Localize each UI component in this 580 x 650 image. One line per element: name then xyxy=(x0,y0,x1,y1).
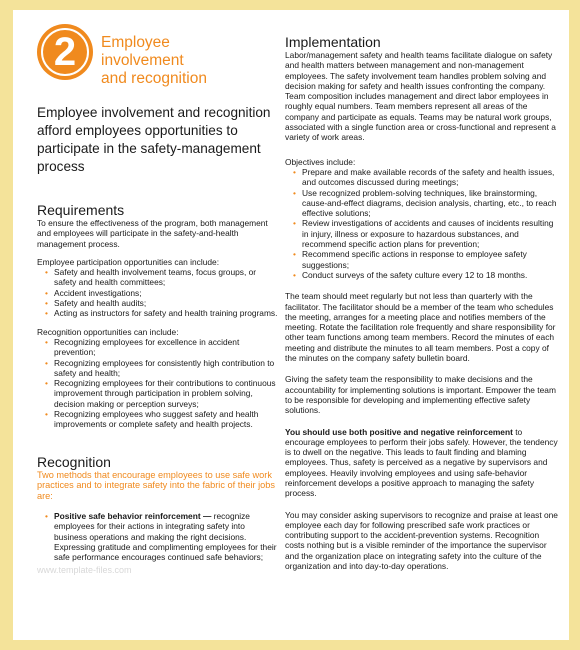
list-item: • Accident investigations; xyxy=(54,288,280,298)
list-item: • Recommend specific actions in response to employee safety suggestions; xyxy=(302,249,561,270)
list-item: • Recognizing employees for excellence in accident prevention; xyxy=(54,337,280,358)
participation-intro: Employee participation opportunities can include: xyxy=(37,256,220,267)
list-item: • Recognizing employees for their contributions to continuous improvement through participation in problem solving, decision making or perception surveys; xyxy=(54,378,280,409)
objectives-intro: Objectives include: xyxy=(285,156,356,167)
section-number-badge xyxy=(37,24,93,80)
implementation-paragraph-5: You may consider asking supervisors to recognize and praise at least one employee each day for following prescribed safe work practices or contributing support to the accident-prevention systems. Recognition costs nothing but is a visible reminder of the importance the supervisor and the organization place on integrating safety into the culture of the organization and into day-to-day operations. xyxy=(285,509,558,572)
list-item: • Safety and health involvement teams, focus groups, or safety and health committees; xyxy=(54,267,280,288)
section-title: Employee involvement and recognition xyxy=(101,34,207,87)
implementation-paragraph-3: Giving the safety team the responsibility to make decisions and the accountability for implementing solutions is important. Empower the team to be responsible for developing and implementing effective safety solutions. xyxy=(285,374,556,416)
left-column xyxy=(37,24,280,575)
requirements-intro: To ensure the effectiveness of the program, both management and employees will participate in the safety-and-health management process. xyxy=(37,218,268,249)
recognition-intro: Two methods that encourage employees to use safe work practices and to integrate safety into the fabric of their jobs are: xyxy=(37,469,275,502)
list-item xyxy=(54,511,280,562)
list-item: • Use recognized problem-solving techniques, like brainstorming, cause-and-effect diagrams, decision analysis, charting, etc., to reach effective solutions; xyxy=(302,188,561,219)
list-item: • Safety and health audits; xyxy=(54,298,280,308)
paragraph-bold-lead: You should use both positive and negative reinforcement xyxy=(285,426,513,437)
recognition-methods-list xyxy=(37,511,280,562)
section-number: 2 xyxy=(53,30,77,74)
item-bold-lead: Positive safe behavior reinforcement — xyxy=(54,511,212,522)
implementation-paragraph-1: Labor/management safety and health teams facilitate dialogue on safety and health matters between management and non-management employees. The safety involvement team handles problem solving and decision making for safety and health issues confronting the company. Team composition includes management and direct labor employees in roughly equal numbers. Team members represent all areas of the company and participate as equals. Teams may be natural work groups, associated with a single function area or cross-functional and represent a variety of work areas. xyxy=(285,50,556,143)
participation-list xyxy=(37,267,280,318)
section-header xyxy=(37,24,280,92)
implementation-heading: Implementation xyxy=(285,34,381,50)
paragraph-text: to encourage employees to perform their jobs safely. However, the tendency is to dwell on the negative. This leads to fault finding and blaming employees. Thus, safety is perceived as a negative by supervisors and employees. Heavily involving employees and using safe-behavior reinforcement develops a positive approach to managing the safety process. xyxy=(285,426,558,499)
list-item: • Recognizing employees who suggest safety and health improvements or complete safety and health projects. xyxy=(54,409,280,430)
objectives-list xyxy=(285,167,561,280)
recognition-opportunities-intro: Recognition opportunities can include: xyxy=(37,326,179,337)
recognition-opportunities-list xyxy=(37,337,280,430)
item-text: recognize employees for their actions in integrating safety into business operations and making the right decisions. Expressing gratitude and complimenting employees for their safe performance encourages continued safe behaviors; xyxy=(54,511,277,563)
document-page xyxy=(13,10,569,640)
list-item: • Review investigations of accidents and causes of incidents resulting in injury, illness or exposure to hazardous substances, and recommend specific action plans for prevention; xyxy=(302,218,561,249)
requirements-heading: Requirements xyxy=(37,202,125,218)
lead-paragraph: Employee involvement and recognition afford employees opportunities to participate in the safety-management process xyxy=(37,105,271,174)
list-item: • Conduct surveys of the safety culture every 12 to 18 months. xyxy=(302,270,561,280)
list-item: • Prepare and make available records of the safety and health issues, and outcomes discussed during meetings; xyxy=(302,167,561,188)
implementation-paragraph-2: The team should meet regularly but not less than quarterly with the facilitator. The facilitator should be a member of the team who schedules the meeting, arranges for a meeting place and notifies members of the meeting. Rotate the facilitation role frequently and share responsibility for other team functions among team members. Record the minutes of each meeting and distribute the minutes to all team members. Post a copy of the minutes on the company safety bulletin board. xyxy=(285,291,556,364)
list-item: • Recognizing employees for consistently high contribution to safety and health; xyxy=(54,358,280,379)
watermark: www.template-files.com xyxy=(37,564,132,575)
implementation-paragraph-4 xyxy=(285,427,561,499)
right-column xyxy=(285,34,561,571)
list-item: • Acting as instructors for safety and health training programs. xyxy=(54,308,280,318)
recognition-heading: Recognition xyxy=(37,453,111,470)
